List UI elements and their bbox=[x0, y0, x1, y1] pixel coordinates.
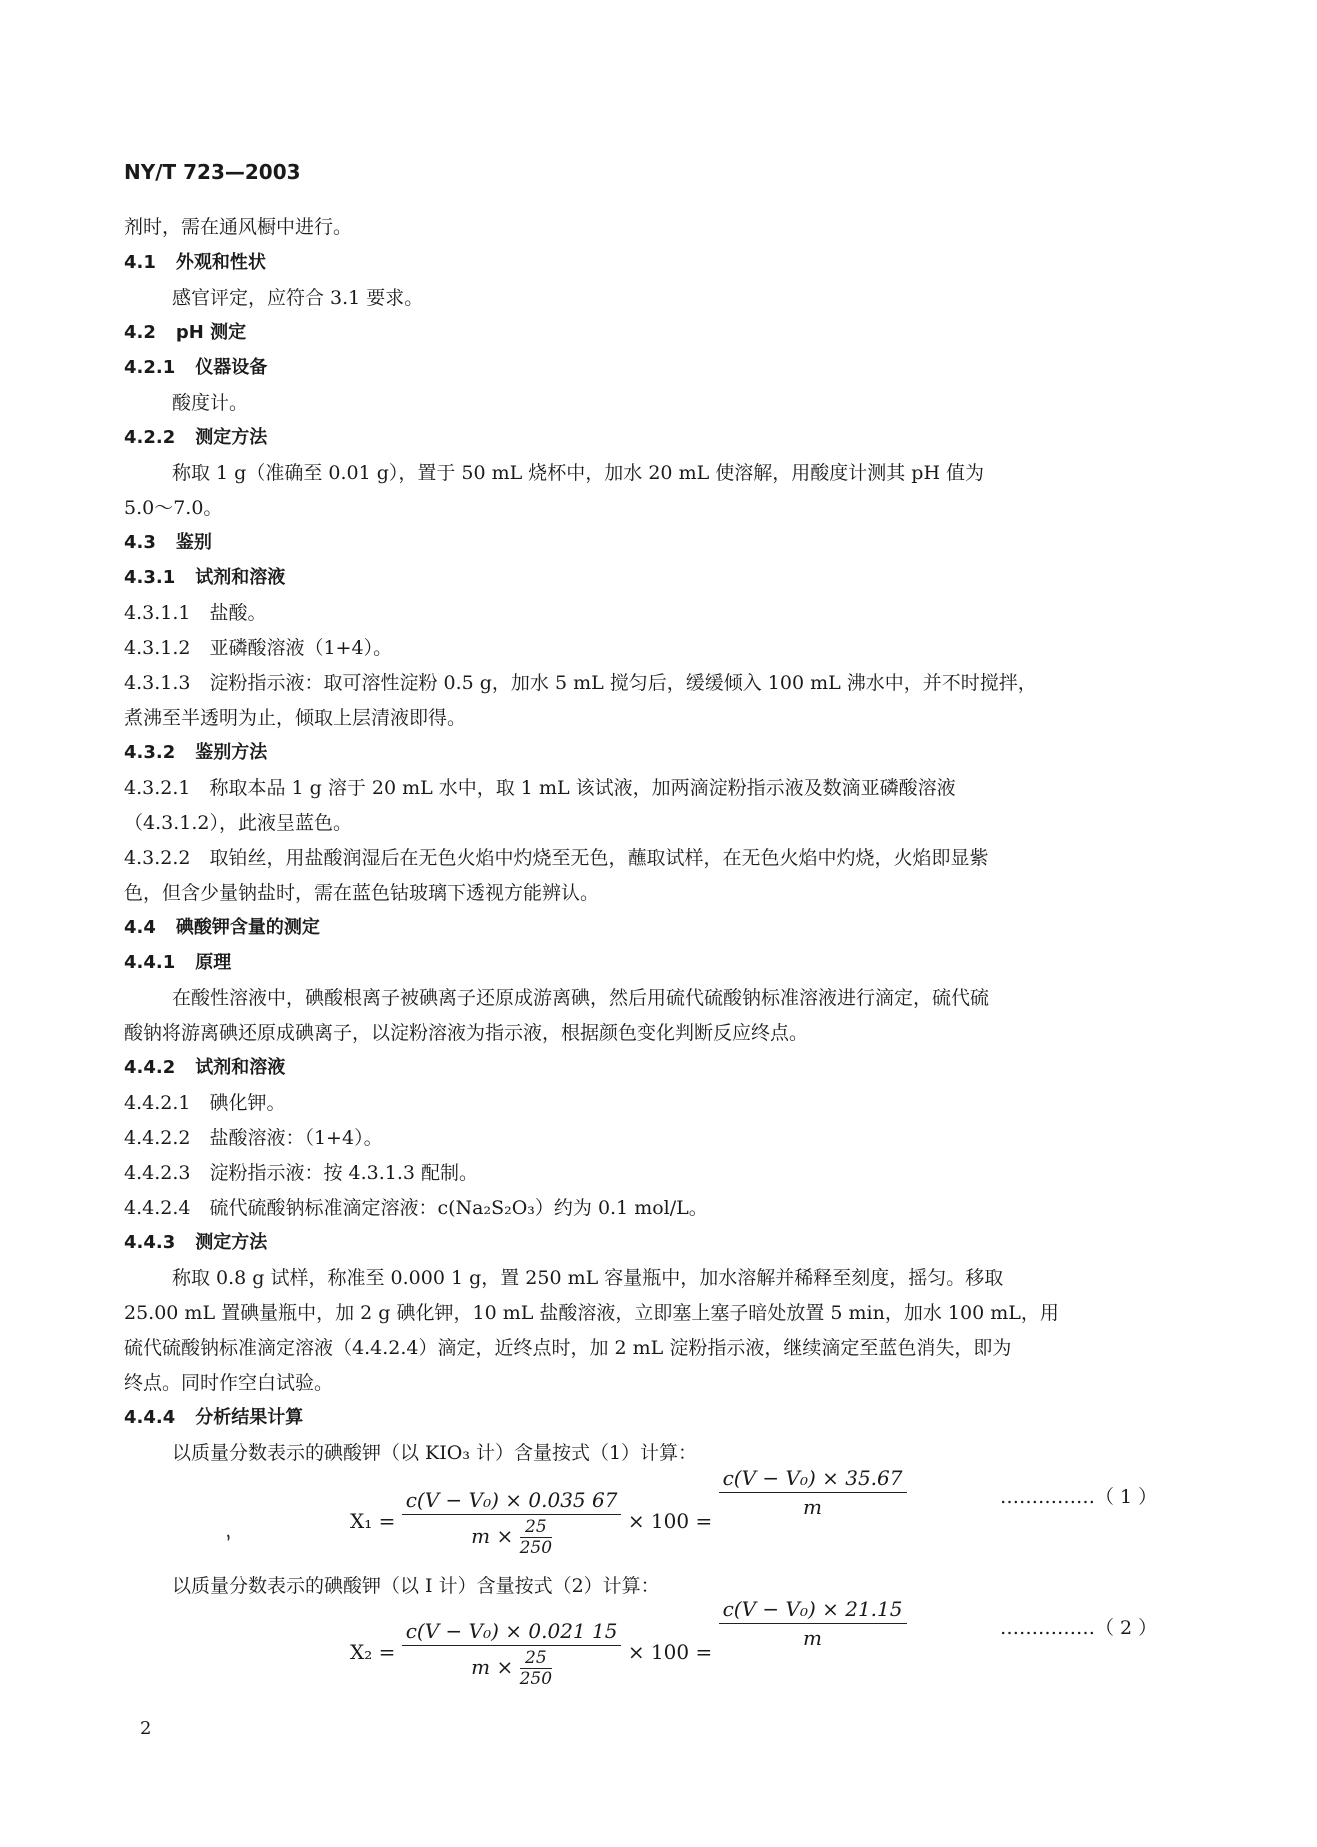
eq-lhs: X₁ = bbox=[350, 1509, 396, 1533]
continuation-text: 剂时，需在通风橱中进行。 bbox=[124, 216, 353, 238]
paragraph: 以质量分数表示的碘酸钾（以 I 计）含量按式（2）计算： bbox=[172, 1575, 660, 1597]
paragraph: 4.3.1.3 淀粉指示液：取可溶性淀粉 0.5 g，加水 5 mL 搅匀后，缓缓倾入 100 mL 沸水中，并不时搅拌， bbox=[124, 672, 1037, 694]
paragraph: 在酸性溶液中，碘酸根离子被碘离子还原成游离碘，然后用硫代硫酸钠标准溶液进行滴定，硫代硫 bbox=[172, 987, 990, 1009]
heading-title: 鉴别 bbox=[175, 532, 212, 553]
paragraph: 4.3.2.1 称取本品 1 g 溶于 20 mL 水中，取 1 mL 该试液，加两滴淀粉指示液及数滴亚磷酸溶液 bbox=[124, 777, 956, 799]
heading-4-2-2 bbox=[124, 425, 267, 451]
heading-title: 试剂和溶液 bbox=[195, 1057, 286, 1078]
equation-2 bbox=[350, 1597, 907, 1689]
eq-middle: × 100 = bbox=[627, 1640, 713, 1664]
heading-title: 分析结果计算 bbox=[195, 1407, 304, 1428]
paragraph: 感官评定，应符合 3.1 要求。 bbox=[172, 287, 424, 309]
heading-number: 4.3.2 bbox=[124, 742, 176, 763]
heading-4-4-4 bbox=[124, 1405, 303, 1431]
equation-number-1: ……………（ 1 ） bbox=[1000, 1486, 1158, 1508]
heading-number: 4.3.1 bbox=[124, 567, 176, 588]
eq-fraction bbox=[402, 1488, 622, 1558]
heading-number: 4.1 bbox=[124, 252, 156, 273]
heading-title: 仪器设备 bbox=[195, 357, 268, 378]
paragraph: 4.4.2.1 碘化钾。 bbox=[124, 1092, 286, 1114]
paragraph: 4.3.1.1 盐酸。 bbox=[124, 602, 267, 624]
equation-number-2: ……………（ 2 ） bbox=[1000, 1617, 1158, 1639]
heading-title: 原理 bbox=[195, 952, 232, 973]
heading-number: 4.2.1 bbox=[124, 357, 176, 378]
eq-denominator: m bbox=[803, 1626, 823, 1650]
heading-4-2-1 bbox=[124, 355, 267, 381]
paragraph: 以质量分数表示的碘酸钾（以 KIO₃ 计）含量按式（1）计算： bbox=[172, 1442, 698, 1464]
paragraph: （4.3.1.2），此液呈蓝色。 bbox=[124, 812, 352, 834]
standard-number-header: NY/T 723—2003 bbox=[124, 160, 301, 184]
heading-number: 4.4.3 bbox=[124, 1232, 176, 1253]
paragraph: 4.4.2.3 淀粉指示液：按 4.3.1.3 配制。 bbox=[124, 1162, 479, 1184]
paragraph: 25.00 mL 置碘量瓶中，加 2 g 碘化钾，10 mL 盐酸溶液，立即塞上塞子暗处放置 5 min，加水 100 mL，用 bbox=[124, 1302, 1059, 1324]
heading-number: 4.3 bbox=[124, 532, 156, 553]
heading-4-4-3 bbox=[124, 1230, 267, 1256]
eq-den-prefix: m × bbox=[471, 1654, 514, 1679]
heading-4-3-1 bbox=[124, 565, 285, 591]
paragraph: 酸钠将游离碘还原成碘离子，以淀粉溶液为指示液，根据颜色变化判断反应终点。 bbox=[124, 1022, 809, 1044]
paragraph: 色，但含少量钠盐时，需在蓝色钴玻璃下透视方能辨认。 bbox=[124, 882, 600, 904]
heading-4-4-2 bbox=[124, 1055, 285, 1081]
paragraph: 5.0～7.0。 bbox=[124, 497, 223, 519]
paragraph: 称取 0.8 g 试样，称准至 0.000 1 g，置 250 mL 容量瓶中，加水溶解并稀释至刻度，摇匀。移取 bbox=[172, 1267, 1004, 1289]
heading-4-1 bbox=[124, 250, 266, 276]
eq-fraction-right bbox=[719, 1466, 907, 1519]
paragraph: 4.4.2.2 盐酸溶液：（1+4）。 bbox=[124, 1127, 383, 1149]
heading-4-2 bbox=[124, 320, 246, 346]
eq-inner-den: 250 bbox=[519, 1537, 553, 1558]
heading-number: 4.4.2 bbox=[124, 1057, 176, 1078]
eq-fraction-right bbox=[719, 1597, 907, 1650]
eq-numerator: c(V − V₀) × 35.67 bbox=[719, 1466, 907, 1493]
eq-numerator: c(V − V₀) × 21.15 bbox=[719, 1597, 907, 1624]
eq-middle: × 100 = bbox=[627, 1509, 713, 1533]
eq-inner-num: 25 bbox=[520, 1648, 552, 1669]
heading-title: 碘酸钾含量的测定 bbox=[175, 917, 320, 938]
heading-4-4 bbox=[124, 915, 320, 941]
paragraph: 4.4.2.4 硫代硫酸钠标准滴定溶液：c(Na₂S₂O₃）约为 0.1 mol/L。 bbox=[124, 1197, 708, 1219]
heading-title: 试剂和溶液 bbox=[195, 567, 286, 588]
heading-title: 测定方法 bbox=[195, 1232, 268, 1253]
paragraph: 煮沸至半透明为止，倾取上层清液即得。 bbox=[124, 707, 467, 729]
heading-number: 4.2 bbox=[124, 322, 156, 343]
eq-numerator: c(V − V₀) × 0.021 15 bbox=[402, 1619, 622, 1646]
heading-number: 4.2.2 bbox=[124, 427, 176, 448]
eq-inner-num: 25 bbox=[520, 1517, 552, 1538]
heading-title: 外观和性状 bbox=[175, 252, 266, 273]
eq-denominator: m bbox=[803, 1495, 823, 1519]
eq-numerator: c(V − V₀) × 0.035 67 bbox=[402, 1488, 622, 1515]
page-number: 2 bbox=[140, 1718, 152, 1739]
paragraph: 酸度计。 bbox=[172, 392, 249, 414]
heading-title: 鉴别方法 bbox=[195, 742, 268, 763]
heading-4-4-1 bbox=[124, 950, 231, 976]
heading-4-3-2 bbox=[124, 740, 267, 766]
eq-inner-fraction bbox=[520, 1648, 552, 1689]
paragraph: 4.3.2.2 取铂丝，用盐酸润湿后在无色火焰中灼烧至无色，蘸取试样，在无色火焰中灼烧，火焰即显紫 bbox=[124, 847, 989, 869]
paragraph: 终点。同时作空白试验。 bbox=[124, 1372, 334, 1394]
eq-den-prefix: m × bbox=[471, 1523, 514, 1548]
heading-number: 4.4.1 bbox=[124, 952, 176, 973]
eq-fraction bbox=[402, 1619, 622, 1689]
pen-mark: , bbox=[216, 1518, 235, 1545]
paragraph: 硫代硫酸钠标准滴定溶液（4.4.2.4）滴定，近终点时，加 2 mL 淀粉指示液，继续滴定至蓝色消失，即为 bbox=[124, 1337, 1012, 1359]
heading-4-3 bbox=[124, 530, 212, 556]
heading-title: 测定方法 bbox=[195, 427, 268, 448]
eq-inner-den: 250 bbox=[519, 1668, 553, 1689]
paragraph: 4.3.1.2 亚磷酸溶液（1+4）。 bbox=[124, 637, 393, 659]
heading-number: 4.4.4 bbox=[124, 1407, 176, 1428]
eq-denominator bbox=[402, 1646, 622, 1689]
eq-denominator bbox=[402, 1515, 622, 1558]
equation-1 bbox=[350, 1466, 907, 1558]
eq-lhs: X₂ = bbox=[350, 1640, 396, 1664]
heading-title: pH 测定 bbox=[175, 322, 247, 343]
heading-number: 4.4 bbox=[124, 917, 156, 938]
paragraph: 称取 1 g（准确至 0.01 g），置于 50 mL 烧杯中，加水 20 mL 使溶解，用酸度计测其 pH 值为 bbox=[172, 462, 985, 484]
eq-inner-fraction bbox=[520, 1517, 552, 1558]
